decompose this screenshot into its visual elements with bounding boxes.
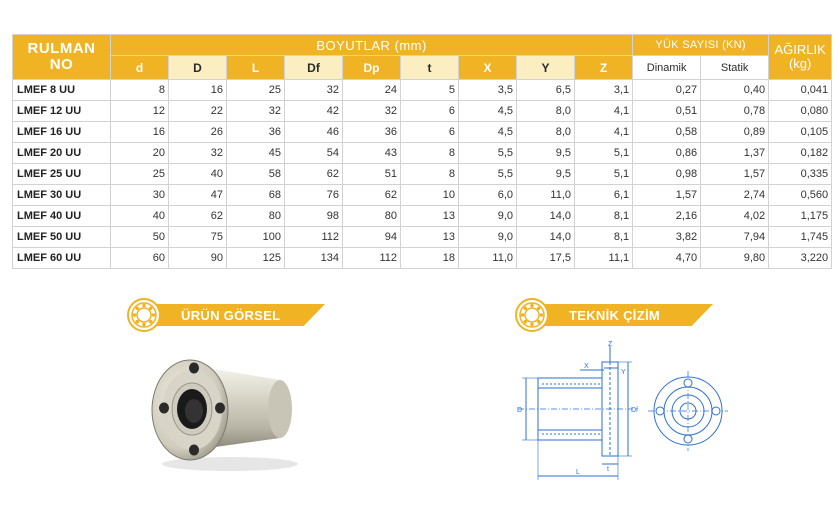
cell-df: 32: [285, 80, 343, 101]
table-row: [13, 101, 832, 122]
col-header-statik: Statik: [701, 56, 769, 80]
cell-l: 58: [227, 164, 285, 185]
cell-d: 8: [111, 80, 169, 101]
technical-drawing-badge: [515, 298, 715, 330]
cell-dinamik: 2,16: [633, 206, 701, 227]
cell-agirlik: 0,105: [769, 122, 832, 143]
cell-t: 6: [401, 122, 459, 143]
drawing-label-df: Df: [631, 407, 638, 414]
cell-x: 4,5: [459, 101, 517, 122]
cell-statik: 1,37: [701, 143, 769, 164]
cell-dp: 24: [343, 80, 401, 101]
cell-y: 8,0: [517, 101, 575, 122]
cell-dinamik: 1,57: [633, 185, 701, 206]
cell-z: 4,1: [575, 122, 633, 143]
bearing-name: LMEF 60 UU: [13, 248, 111, 269]
cell-x: 5,5: [459, 164, 517, 185]
cell-dp: 32: [343, 101, 401, 122]
cell-dp: 43: [343, 143, 401, 164]
cell-dp: 80: [343, 206, 401, 227]
col-header-L: L: [227, 56, 285, 80]
cell-df: 42: [285, 101, 343, 122]
cell-l: 68: [227, 185, 285, 206]
table-row: [13, 80, 832, 101]
col-header-Df: Df: [285, 56, 343, 80]
cell-d: 20: [111, 143, 169, 164]
cell-l: 32: [227, 101, 285, 122]
cell-agirlik: 1,175: [769, 206, 832, 227]
cell-t: 10: [401, 185, 459, 206]
cell-x: 9,0: [459, 227, 517, 248]
cell-z: 8,1: [575, 206, 633, 227]
cell-x: 3,5: [459, 80, 517, 101]
cell-z: 5,1: [575, 143, 633, 164]
cell-statik: 0,89: [701, 122, 769, 143]
cell-d: 60: [111, 248, 169, 269]
cell-statik: 7,94: [701, 227, 769, 248]
product-photo: [150, 340, 310, 475]
cell-z: 3,1: [575, 80, 633, 101]
cell-d: 25: [111, 164, 169, 185]
cell-d: 40: [111, 206, 169, 227]
bearing-name: LMEF 12 UU: [13, 101, 111, 122]
cell-dp: 112: [343, 248, 401, 269]
cell-l: 25: [227, 80, 285, 101]
cell-dinamik: 0,51: [633, 101, 701, 122]
cell-dinamik: 0,27: [633, 80, 701, 101]
cell-d: 47: [169, 185, 227, 206]
bearing-name: LMEF 16 UU: [13, 122, 111, 143]
cell-dp: 51: [343, 164, 401, 185]
table-row: [13, 185, 832, 206]
cell-dinamik: 0,58: [633, 122, 701, 143]
cell-l: 36: [227, 122, 285, 143]
table-row: [13, 143, 832, 164]
bearing-name: LMEF 50 UU: [13, 227, 111, 248]
cell-dp: 36: [343, 122, 401, 143]
spec-table: [12, 34, 832, 269]
table-row: [13, 227, 832, 248]
cell-agirlik: 0,041: [769, 80, 832, 101]
cell-t: 8: [401, 143, 459, 164]
cell-d: 16: [111, 122, 169, 143]
cell-statik: 0,78: [701, 101, 769, 122]
cell-y: 6,5: [517, 80, 575, 101]
drawing-label-y: Y: [621, 369, 626, 376]
table-row: [13, 164, 832, 185]
col-header-d: d: [111, 56, 169, 80]
cell-y: 14,0: [517, 227, 575, 248]
cell-y: 17,5: [517, 248, 575, 269]
bearing-icon: [515, 298, 549, 332]
header-rulman-no: RULMAN NO: [13, 35, 111, 80]
cell-y: 9,5: [517, 143, 575, 164]
cell-agirlik: 0,080: [769, 101, 832, 122]
col-header-Y: Y: [517, 56, 575, 80]
cell-df: 54: [285, 143, 343, 164]
cell-statik: 2,74: [701, 185, 769, 206]
cell-x: 5,5: [459, 143, 517, 164]
bearing-icon: [127, 298, 161, 332]
header-agirlik: AĞIRLIK (kg): [769, 35, 832, 80]
cell-dinamik: 0,86: [633, 143, 701, 164]
cell-agirlik: 3,220: [769, 248, 832, 269]
cell-dp: 94: [343, 227, 401, 248]
bearing-name: LMEF 8 UU: [13, 80, 111, 101]
cell-l: 100: [227, 227, 285, 248]
cell-df: 112: [285, 227, 343, 248]
cell-agirlik: 0,335: [769, 164, 832, 185]
cell-d: 30: [111, 185, 169, 206]
cell-dinamik: 4,70: [633, 248, 701, 269]
col-header-dinamik: Dinamik: [633, 56, 701, 80]
col-header-t: t: [401, 56, 459, 80]
cell-agirlik: 1,745: [769, 227, 832, 248]
product-image-title: ÜRÜN GÖRSEL: [181, 308, 281, 323]
cell-df: 98: [285, 206, 343, 227]
cell-df: 46: [285, 122, 343, 143]
drawing-label-z: Z: [608, 341, 613, 348]
cell-df: 134: [285, 248, 343, 269]
table-row: [13, 206, 832, 227]
product-image-badge: [127, 298, 327, 330]
cell-z: 4,1: [575, 101, 633, 122]
cell-d: 75: [169, 227, 227, 248]
bearing-name: LMEF 20 UU: [13, 143, 111, 164]
cell-agirlik: 0,182: [769, 143, 832, 164]
cell-x: 4,5: [459, 122, 517, 143]
cell-l: 45: [227, 143, 285, 164]
cell-agirlik: 0,560: [769, 185, 832, 206]
cell-df: 76: [285, 185, 343, 206]
drawing-label-d: D: [517, 407, 523, 414]
cell-z: 6,1: [575, 185, 633, 206]
technical-drawing: [508, 340, 738, 490]
cell-d: 90: [169, 248, 227, 269]
drawing-label-t: t: [607, 466, 609, 473]
col-header-D: D: [169, 56, 227, 80]
technical-drawing-title: TEKNİK ÇİZİM: [569, 308, 660, 323]
cell-l: 80: [227, 206, 285, 227]
cell-x: 11,0: [459, 248, 517, 269]
cell-x: 9,0: [459, 206, 517, 227]
cell-t: 13: [401, 227, 459, 248]
table-row: [13, 248, 832, 269]
drawing-label-x: X: [584, 363, 589, 370]
cell-z: 5,1: [575, 164, 633, 185]
cell-l: 125: [227, 248, 285, 269]
cell-d: 40: [169, 164, 227, 185]
cell-z: 11,1: [575, 248, 633, 269]
cell-statik: 9,80: [701, 248, 769, 269]
table-row: [13, 122, 832, 143]
cell-d: 32: [169, 143, 227, 164]
cell-t: 6: [401, 101, 459, 122]
cell-z: 8,1: [575, 227, 633, 248]
cell-t: 13: [401, 206, 459, 227]
col-header-X: X: [459, 56, 517, 80]
bearing-name: LMEF 40 UU: [13, 206, 111, 227]
bearing-name: LMEF 25 UU: [13, 164, 111, 185]
cell-y: 8,0: [517, 122, 575, 143]
bearing-name: LMEF 30 UU: [13, 185, 111, 206]
cell-statik: 0,40: [701, 80, 769, 101]
cell-t: 5: [401, 80, 459, 101]
col-header-Z: Z: [575, 56, 633, 80]
col-header-Dp: Dp: [343, 56, 401, 80]
header-boyutlar: BOYUTLAR (mm): [111, 35, 633, 56]
cell-y: 11,0: [517, 185, 575, 206]
cell-d: 26: [169, 122, 227, 143]
cell-t: 8: [401, 164, 459, 185]
cell-x: 6,0: [459, 185, 517, 206]
cell-statik: 1,57: [701, 164, 769, 185]
cell-dinamik: 3,82: [633, 227, 701, 248]
spec-table-body: [13, 80, 832, 269]
cell-d: 22: [169, 101, 227, 122]
drawing-label-l: L: [576, 469, 580, 476]
header-yuk-sayisi: YÜK SAYISI (KN): [633, 35, 769, 56]
cell-d: 12: [111, 101, 169, 122]
cell-t: 18: [401, 248, 459, 269]
cell-y: 14,0: [517, 206, 575, 227]
cell-statik: 4,02: [701, 206, 769, 227]
cell-df: 62: [285, 164, 343, 185]
cell-y: 9,5: [517, 164, 575, 185]
cell-dinamik: 0,98: [633, 164, 701, 185]
cell-d: 50: [111, 227, 169, 248]
cell-d: 62: [169, 206, 227, 227]
cell-dp: 62: [343, 185, 401, 206]
cell-d: 16: [169, 80, 227, 101]
